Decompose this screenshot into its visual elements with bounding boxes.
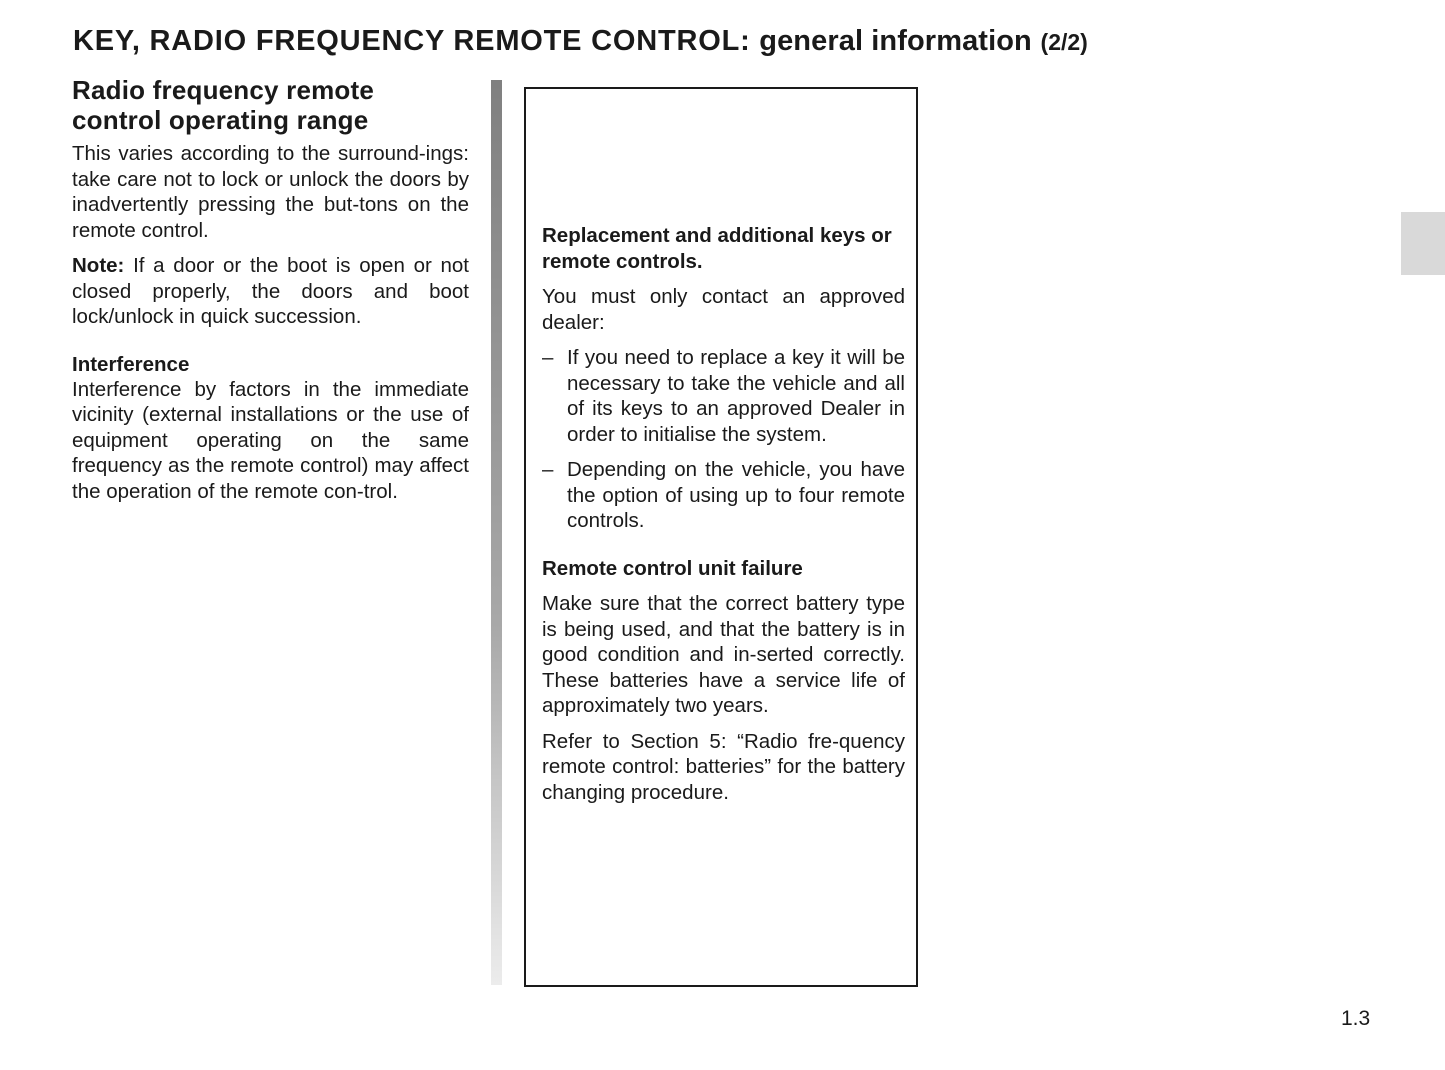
replacement-intro: You must only contact an approved dealer: — [542, 285, 905, 334]
interference-heading: Interference — [72, 352, 190, 376]
dash-bullet: – — [542, 458, 554, 481]
failure-heading: Remote control unit failure — [542, 556, 803, 580]
operating-range-paragraph: This varies according to the surround-ings: take care not to lock or unlock the doors by inadvertently pressing the but-tons on the remote control. — [72, 142, 469, 242]
list-item-text: If you need to replace a key it will be necessary to take the vehicle and all of its keys to an approved Dealer in order to initialise the system. — [567, 346, 905, 446]
page-title-part-indicator: (2/2) — [1040, 29, 1088, 55]
replacement-list — [542, 345, 905, 534]
page-title-main: KEY, RADIO FREQUENCY REMOTE CONTROL: — [73, 25, 751, 57]
dash-bullet: – — [542, 346, 554, 369]
interference-paragraph: Interference by factors in the immediate vicinity (external installations or the use of equipment operating on the same frequency as the remote control) may affect the operation of the remote con-trol. — [72, 377, 469, 503]
note-paragraph — [72, 253, 469, 330]
chapter-thumb-tab — [1401, 212, 1445, 275]
section-heading-line-2: control operating range — [72, 105, 369, 135]
page-title-sub: general information — [759, 25, 1032, 57]
info-box-content — [542, 223, 905, 815]
section-heading-line-1: Radio frequency remote — [72, 75, 375, 105]
section-heading-operating-range — [72, 75, 469, 135]
refer-paragraph: Refer to Section 5: “Radio fre-quency remote control: batteries” for the battery changing procedure. — [542, 729, 905, 804]
failure-paragraph: Make sure that the correct battery type is being used, and that the battery is in good condition and in-serted correctly. These batteries have a service life of approximately two years. — [542, 592, 905, 717]
list-item-text: Depending on the vehicle, you have the option of using up to four remote controls. — [567, 458, 905, 532]
section-marker-bar — [491, 80, 502, 985]
note-text: If a door or the boot is open or not closed properly, the doors and boot lock/unlock in quick succession. — [72, 254, 469, 328]
list-item — [542, 345, 905, 447]
left-column — [72, 75, 469, 514]
info-box — [524, 87, 918, 987]
page-number: 1.3 — [1341, 1007, 1371, 1030]
note-label: Note: — [72, 254, 125, 277]
list-item — [542, 457, 905, 534]
replacement-keys-heading: Replacement and additional keys or remote controls. — [542, 224, 892, 273]
page-title — [73, 22, 1373, 61]
